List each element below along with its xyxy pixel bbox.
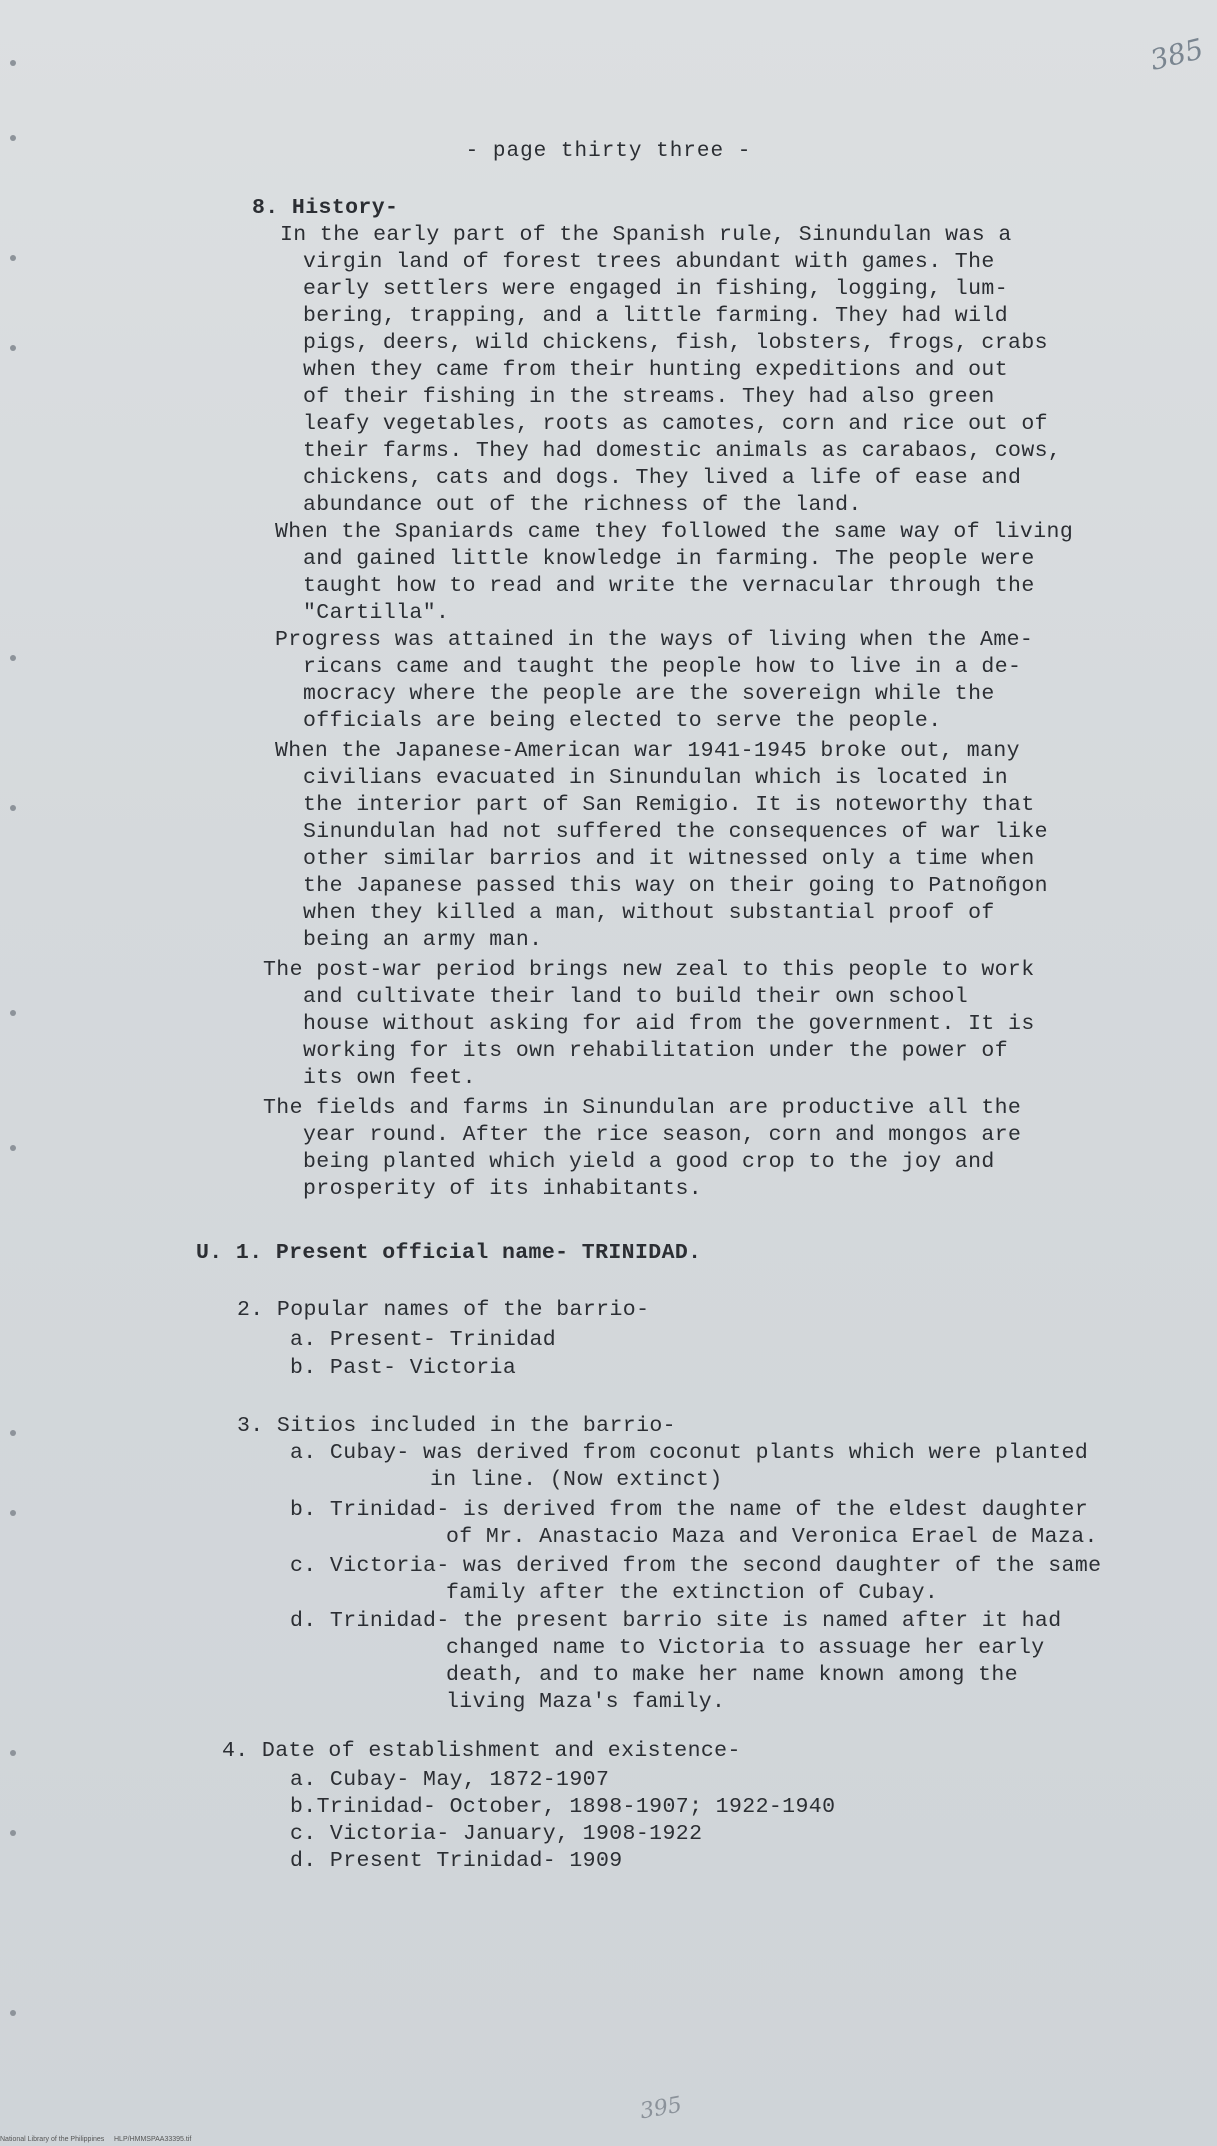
history-line: abundance out of the richness of the land. xyxy=(303,493,862,517)
history-line: being planted which yield a good crop to the joy and xyxy=(303,1150,995,1174)
sitios-title: 3. Sitios included in the barrio- xyxy=(237,1414,676,1438)
history-line: and cultivate their land to build their own school xyxy=(303,985,969,1009)
history-line: house without asking for aid from the government. It is xyxy=(303,1012,1035,1036)
history-line: early settlers were engaged in fishing, logging, lum- xyxy=(303,277,1009,301)
sitio-line: of Mr. Anastacio Maza and Veronica Erael de Maza. xyxy=(446,1525,1098,1549)
establishment-line: a. Cubay- May, 1872-1907 xyxy=(290,1768,610,1792)
sitio-line: death, and to make her name known among the xyxy=(446,1663,1018,1687)
official-name: U. 1. Present official name- TRINIDAD. xyxy=(196,1241,702,1265)
history-line: The fields and farms in Sinundulan are productive all the xyxy=(263,1096,1022,1120)
sitio-line: c. Victoria- was derived from the second daughter of the same xyxy=(290,1554,1102,1578)
history-line: chickens, cats and dogs. They lived a life of ease and xyxy=(303,466,1022,490)
history-line: of their fishing in the streams. They had also green xyxy=(303,385,995,409)
establishment-line: b.Trinidad- October, 1898-1907; 1922-1940 xyxy=(290,1795,836,1819)
history-line: the Japanese passed this way on their going to Patnoñgon xyxy=(303,874,1048,898)
history-line: taught how to read and write the vernacular through the xyxy=(303,574,1035,598)
sitio-line: in line. (Now extinct) xyxy=(430,1468,723,1492)
history-line: year round. After the rice season, corn and mongos are xyxy=(303,1123,1022,1147)
history-line: "Cartilla". xyxy=(303,601,450,625)
history-line: their farms. They had domestic animals as carabaos, cows, xyxy=(303,439,1062,463)
history-line: ricans came and taught the people how to live in a de- xyxy=(303,655,1022,679)
history-line: prosperity of its inhabitants. xyxy=(303,1177,703,1201)
popular-name-past: b. Past- Victoria xyxy=(290,1356,517,1380)
history-line: leafy vegetables, roots as camotes, corn and rice out of xyxy=(303,412,1048,436)
page-heading: - page thirty three - xyxy=(465,140,752,163)
history-line: mocracy where the people are the sovereign while the xyxy=(303,682,995,706)
history-line: civilians evacuated in Sinundulan which is located in xyxy=(303,766,1009,790)
history-line: pigs, deers, wild chickens, fish, lobsters, frogs, crabs xyxy=(303,331,1048,355)
history-line: and gained little knowledge in farming. The people were xyxy=(303,547,1035,571)
establishment-line: c. Victoria- January, 1908-1922 xyxy=(290,1822,703,1846)
history-line: working for its own rehabilitation under the power of xyxy=(303,1039,1009,1063)
sitio-line: living Maza's family. xyxy=(446,1690,726,1714)
sitio-line: family after the extinction of Cubay. xyxy=(446,1581,939,1605)
history-line: the interior part of San Remigio. It is noteworthy that xyxy=(303,793,1035,817)
bottom-page-mark: 395 xyxy=(638,2092,684,2125)
sitio-line: changed name to Victoria to assuage her early xyxy=(446,1636,1045,1660)
history-line: when they came from their hunting expeditions and out xyxy=(303,358,1009,382)
history-title: 8. History- xyxy=(252,196,399,220)
sitio-line: d. Trinidad- the present barrio site is named after it had xyxy=(290,1609,1062,1633)
history-line: virgin land of forest trees abundant with games. The xyxy=(303,250,995,274)
history-line: In the early part of the Spanish rule, Sinundulan was a xyxy=(280,223,1012,247)
sitio-line: a. Cubay- was derived from coconut plants which were planted xyxy=(290,1441,1089,1465)
history-line: officials are being elected to serve the people. xyxy=(303,709,942,733)
establishment-line: d. Present Trinidad- 1909 xyxy=(290,1849,623,1873)
history-line: When the Japanese-American war 1941-1945 broke out, many xyxy=(275,739,1020,763)
popular-name-present: a. Present- Trinidad xyxy=(290,1328,557,1352)
popular-names-title: 2. Popular names of the barrio- xyxy=(237,1298,650,1322)
history-line: other similar barrios and it witnessed only a time when xyxy=(303,847,1035,871)
history-line: Sinundulan had not suffered the consequences of war like xyxy=(303,820,1048,844)
history-line: bering, trapping, and a little farming. They had wild xyxy=(303,304,1009,328)
history-line: its own feet. xyxy=(303,1066,476,1090)
history-line: The post-war period brings new zeal to this people to work xyxy=(263,958,1035,982)
history-line: being an army man. xyxy=(303,928,543,952)
scan-footer: National Library of the Philippines HLP/HMMSPAA33395.tif xyxy=(0,2136,192,2143)
handwritten-page-number: 385 xyxy=(1146,32,1207,77)
history-line: When the Spaniards came they followed the same way of living xyxy=(275,520,1074,544)
history-line: when they killed a man, without substantial proof of xyxy=(303,901,995,925)
history-line: Progress was attained in the ways of living when the Ame- xyxy=(275,628,1034,652)
establishment-title: 4. Date of establishment and existence- xyxy=(222,1739,741,1763)
sitio-line: b. Trinidad- is derived from the name of the eldest daughter xyxy=(290,1498,1089,1522)
